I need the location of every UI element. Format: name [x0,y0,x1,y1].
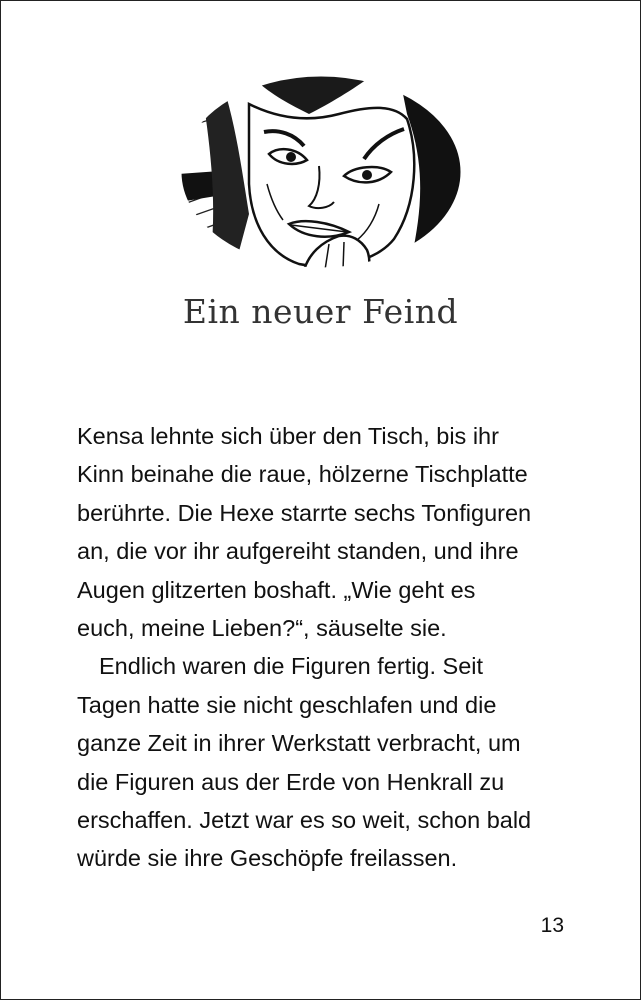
text-line: Augen glitzerten boshaft. „Wie geht es [77,576,476,603]
witch-face-illustration [179,74,463,270]
paragraph [77,647,577,877]
text-line: ganze Zeit in ihrer Werkstatt verbracht, um [77,730,521,757]
text-line: würde sie ihre Geschöpfe freilassen. [77,845,458,872]
text-line: Kinn beinahe die raue, hölzerne Tischplatte [77,461,528,488]
text-line: Tagen hatte sie nicht geschlafen und die [77,691,497,718]
text-line: erschaffen. Jetzt war es so weit, schon bald [77,807,532,834]
text-line: Endlich waren die Figuren fertig. Seit [99,653,484,680]
text-line: Kensa lehnte sich über den Tisch, bis ihr [77,423,499,449]
chapter-body [77,417,577,878]
chapter-title: Ein neuer Feind [182,292,459,331]
page-number: 13 [540,914,564,937]
paragraph [77,417,577,647]
text-line: berührte. Die Hexe starrte sechs Tonfiguren [77,499,532,526]
text-line: die Figuren aus der Erde von Henkrall zu [77,768,505,795]
text-line: euch, meine Lieben?“, säuselte sie. [77,615,447,642]
text-line: an, die vor ihr aufgereiht standen, und ihre [77,538,519,565]
